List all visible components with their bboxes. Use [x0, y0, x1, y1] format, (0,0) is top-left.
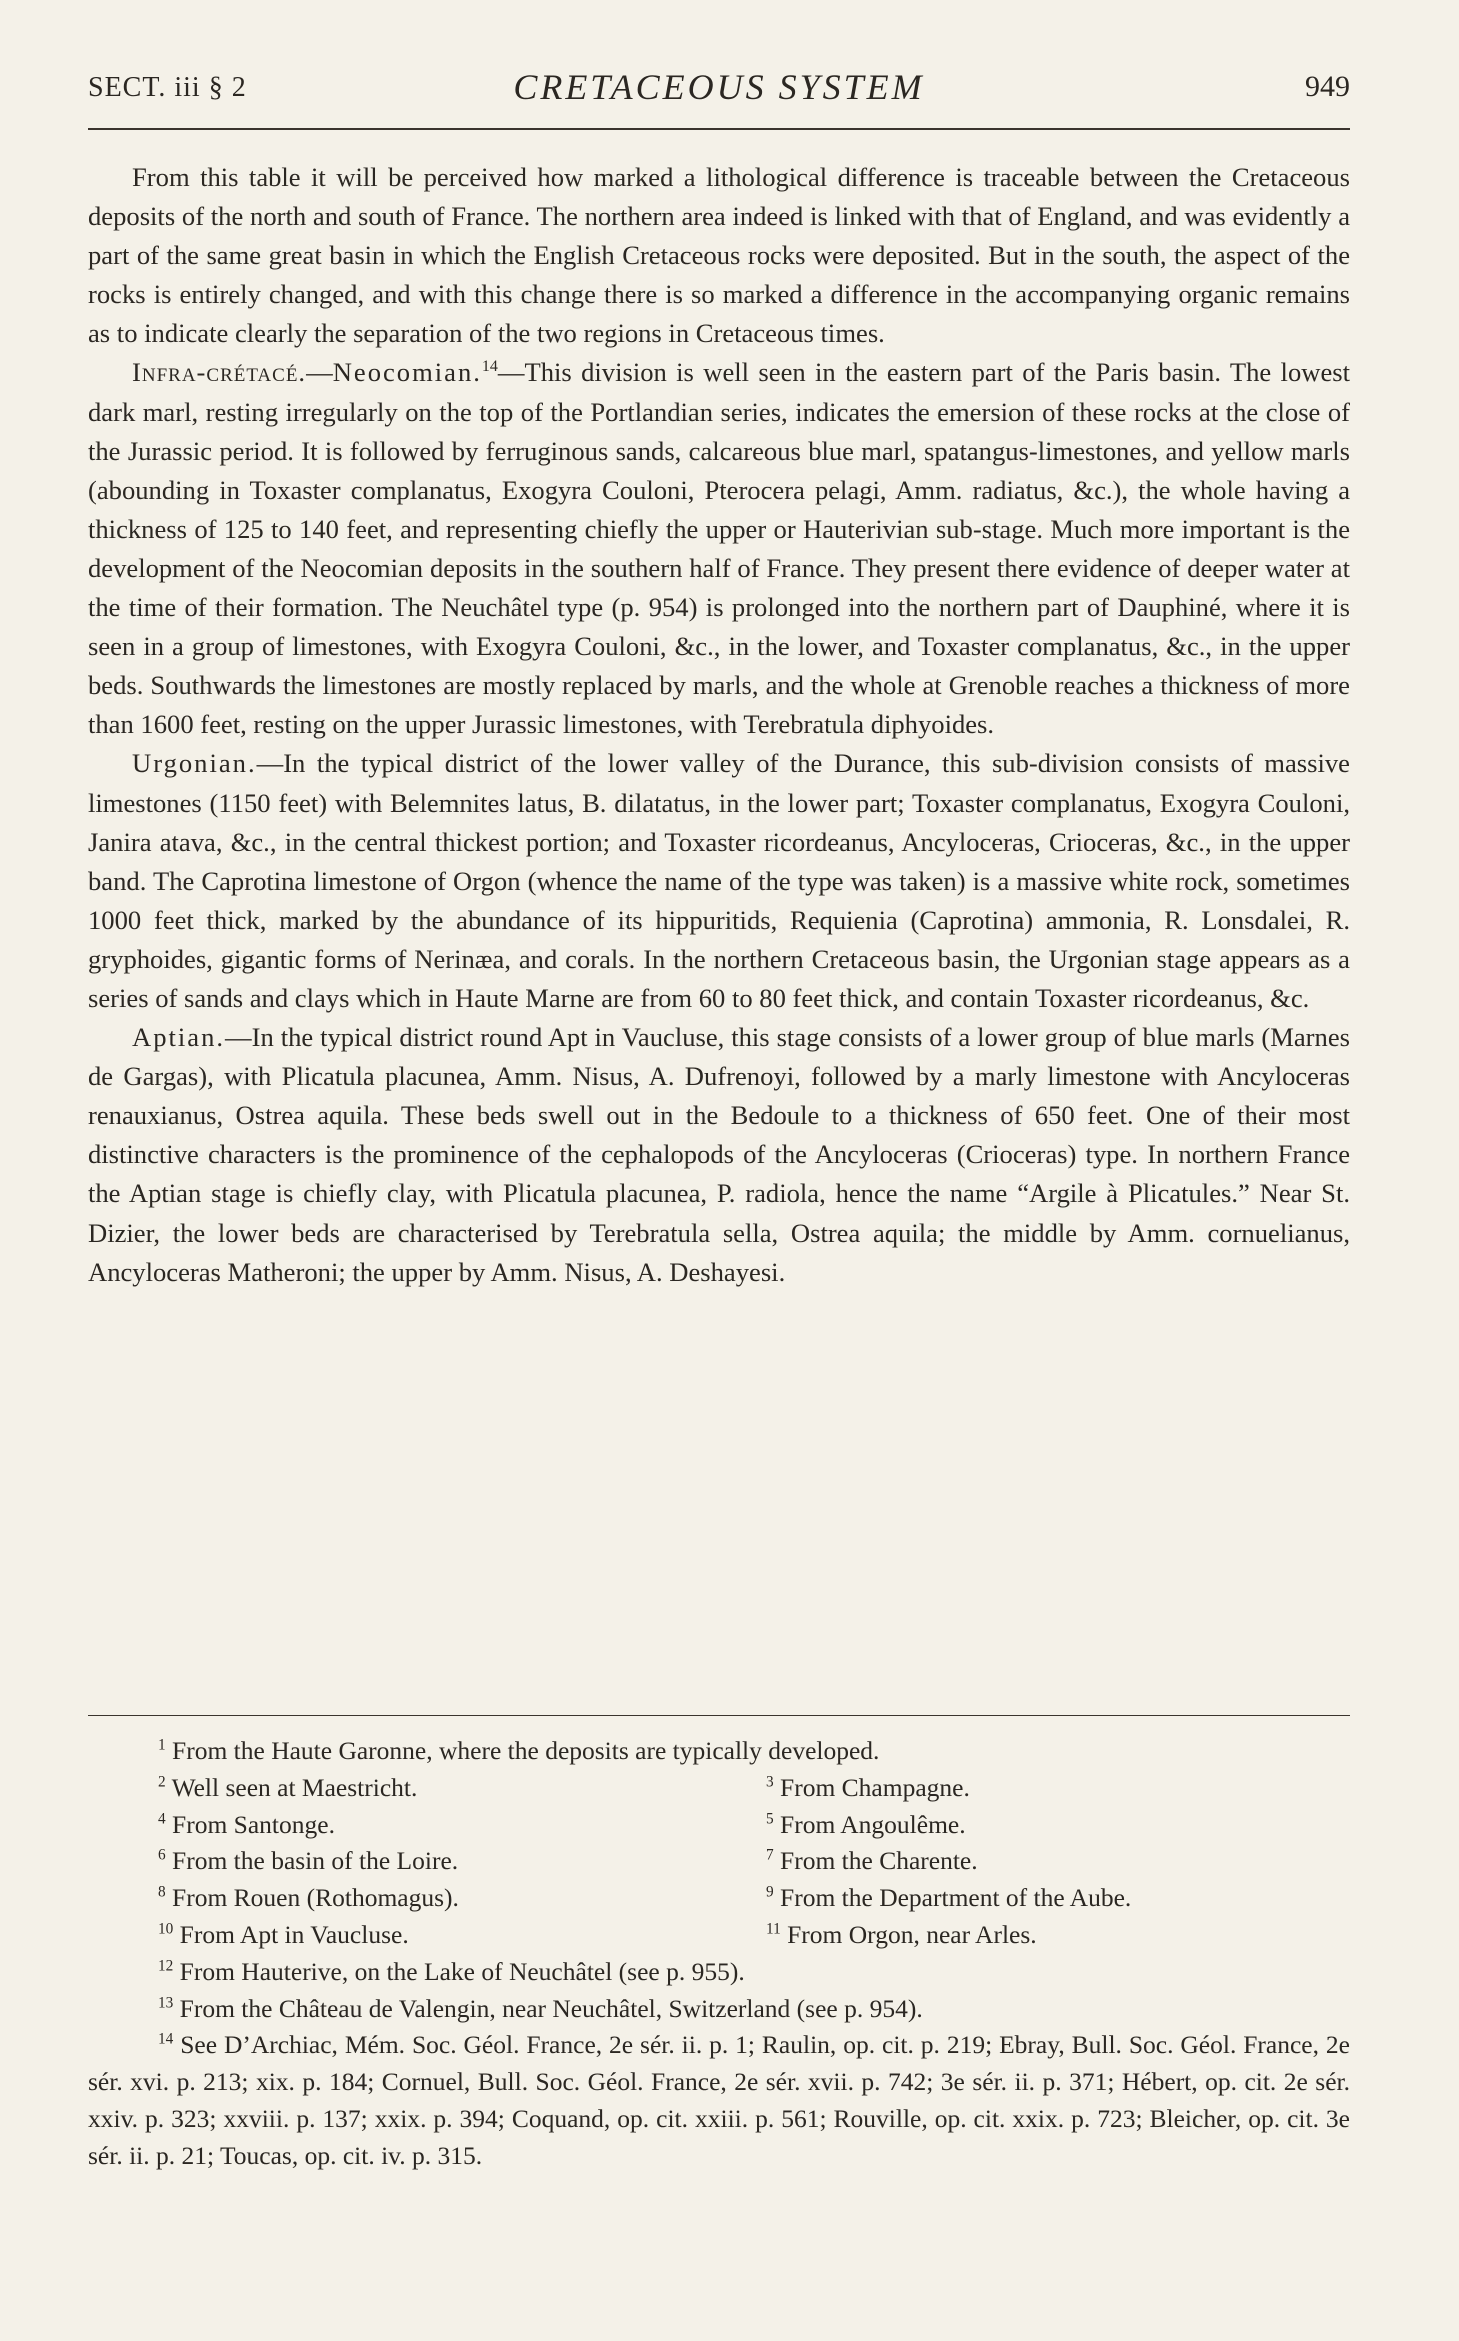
aptian-heading: Aptian. — [132, 1022, 226, 1053]
footnote-row: $^6$ From the basin of the Loire. $^7$ From the Charente. — [158, 1846, 978, 1876]
footnote-ref: 14 — [481, 358, 498, 376]
paragraph-neocomian: Infra-crétacé.—Neocomian.$^{14}$—This division is well seen in the eastern part of the Paris basin. The lowest dark marl, resting irregularly on the top of the Portlandian series, indicates the emersion of these rocks at the close of the Jurassic period. It is followed by ferruginous sands, calcareous blue marl, spatangus-limestones, and yellow marls (abounding in Toxaster complanatus, Exogyra Couloni, Pterocera pelagi, Amm. radiatus, &c.), the whole having a thickness of 125 to 140 feet, and representing chiefly the upper or Hauterivian sub-stage. Much more important is the development of the Neocomian deposits in the southern half of France. They present there evidence of deeper water at the time of their formation. The Neuchâtel type (p. 954) is prolonged into the northern part of Dauphiné, where it is seen in a group of limestones, with Exogyra Couloni, &c., in the lower, and Toxaster complanatus, &c., in the upper beds. Southwards the limestones are mostly replaced by marls, and the whole at Grenoble reaches a thickness of more than 1600 feet, resting on the upper Jurassic limestones, with Terebratula diphyoides. — [88, 357, 1350, 740]
page-number: 949 — [1305, 70, 1350, 103]
urgonian-heading: Urgonian. — [132, 748, 257, 779]
header-rule — [88, 128, 1350, 130]
paragraph-intro: From this table it will be perceived how marked a lithological difference is traceable between the Cretaceous deposits of the north and south of France. The northern area indeed is linked with that of England, and was evidently a part of the same great basin in which the English Cretaceous rocks were deposited. But in the south, the aspect of the rocks is entirely changed, and with this change there is so marked a difference in the accompanying organic remains as to indicate clearly the separation of the two regions in Cretaceous times. — [88, 162, 1350, 349]
footnote: $^1$ From the Haute Garonne, where the deposits are typically developed. — [158, 1736, 880, 1765]
running-title: CRETACEOUS SYSTEM — [513, 67, 925, 107]
footnotes — [88, 1733, 1350, 2175]
aptian-text: —In the typical district round Apt in Vaucluse, this stage consists of a lower group of blue marls (Marnes de Gargas), with Plicatula placunea, Amm. Nisus, A. Dufrenoyi, followed by a marly limestone with Ancyloceras renauxianus, Ostrea aquila. These beds swell out in the Bedoule to a thickness of 650 feet. One of their most distinctive characters is the prominence of the cephalopods of the Ancyloceras (Crioceras) type. In northern France the Aptian stage is chiefly clay, with Plicatula placunea, P. radiola, hence the name “Argile à Plicatules.” Near St. Dizier, the lower beds are characterised by Terebratula sella, Ostrea aquila; the middle by Amm. cornuelianus, Ancyloceras Matheroni; the upper by Amm. Nisus, A. Deshayesi. — [88, 1022, 1350, 1287]
neocomian-heading: Neocomian. — [332, 357, 482, 388]
footnote: $^{12}$ From Hauterive, on the Lake of Neuchâtel (see p. 955). — [158, 1956, 745, 1986]
footnote: $^{13}$ From the Château de Valengin, near Neuchâtel, Switzerland (see p. 954). — [158, 1993, 923, 2023]
urgonian-text: —In the typical district of the lower valley of the Durance, this sub-division consists of massive limestones (1150 feet) with Belemnites latus, B. dilatatus, in the lower part; Toxaster complanatus, Exogyra Couloni, Janira atava, &c., in the central thickest portion; and Toxaster ricordeanus, Ancyloceras, Crioceras, &c., in the upper band. The Caprotina limestone of Orgon (whence the name of the type was taken) is a massive white rock, sometimes 1000 feet thick, marked by the abundance of its hippuritids, Requienia (Caprotina) ammonia, R. Lonsdalei, R. gryphoides, gigantic forms of Nerinæa, and corals. In the northern Cretaceous basin, the Urgonian stage appears as a series of sands and clays which in Haute Marne are from 60 to 80 feet thick, and contain Toxaster ricordeanus, &c. — [88, 748, 1350, 1013]
page-header — [88, 62, 1350, 112]
main-text — [88, 158, 1350, 1292]
infra-cretace-heading: Infra-crétacé. — [132, 357, 307, 388]
footnote-row: $^4$ From Santonge. $^5$ From Angoulême. — [158, 1809, 966, 1839]
footnote-row: $^{10}$ From Apt in Vaucluse. $^{11}$ From Orgon, near Arles. — [158, 1919, 1037, 1949]
footnote-rule — [88, 1715, 1350, 1716]
footnote-row: $^2$ Well seen at Maestricht. $^3$ From Champagne. — [158, 1772, 970, 1802]
paragraph-aptian — [88, 1018, 1350, 1292]
section-label: SECT. iii § 2 — [88, 72, 247, 103]
footnote-references: $^{14}$ See D’Archiac, Mém. Soc. Géol. France, 2e sér. ii. p. 1; Raulin, op. cit. p. 219; Ebray, Bull. Soc. Géol. France, 2e sér. xvi. p. 213; xix. p. 184; Cornuel, Bull. Soc. Géol. France, 2e sér. xvii. p. 742; 3e sér. ii. p. 371; Hébert, op. cit. 2e sér. xxiv. p. 323; xxviii. p. 137; xxix. p. 394; Coquand, op. cit. xxiii. p. 561; Rouville, op. cit. xxix. p. 723; Bleicher, op. cit. 3e sér. ii. p. 21; Toucas, op. cit. iv. p. 315. — [88, 2030, 1350, 2170]
paragraph-urgonian — [88, 744, 1350, 1018]
neocomian-text: —This division is well seen in the eastern part of the Paris basin. The lowest dark marl, resting irregularly on the top of the Portlandian series, indicates the emersion of these rocks at the close of the Jurassic period. It is followed by ferruginous sands, calcareous blue marl, spatangus-limestones, and yellow marls (abounding in Toxaster complanatus, Exogyra Couloni, Pterocera pelagi, Amm. radiatus, &c.), the whole having a thickness of 125 to 140 feet, and representing chiefly the upper or Hauterivian sub-stage. Much more important is the development of the Neocomian deposits in the southern half of France. They present there evidence of deeper water at the time of their formation. The Neuchâtel type (p. 954) is prolonged into the northern part of Dauphiné, where it is seen in a group of limestones, with Exogyra Couloni, &c., in the lower, and Toxaster complanatus, &c., in the upper beds. Southwards the limestones are mostly replaced by marls, and the whole at Grenoble reaches a thickness of more than 1600 feet, resting on the upper Jurassic limestones, with Terebratula diphyoides. — [88, 357, 1350, 740]
footnote-row: $^8$ From Rouen (Rothomagus). $^9$ From the Department of the Aube. — [158, 1883, 1132, 1913]
